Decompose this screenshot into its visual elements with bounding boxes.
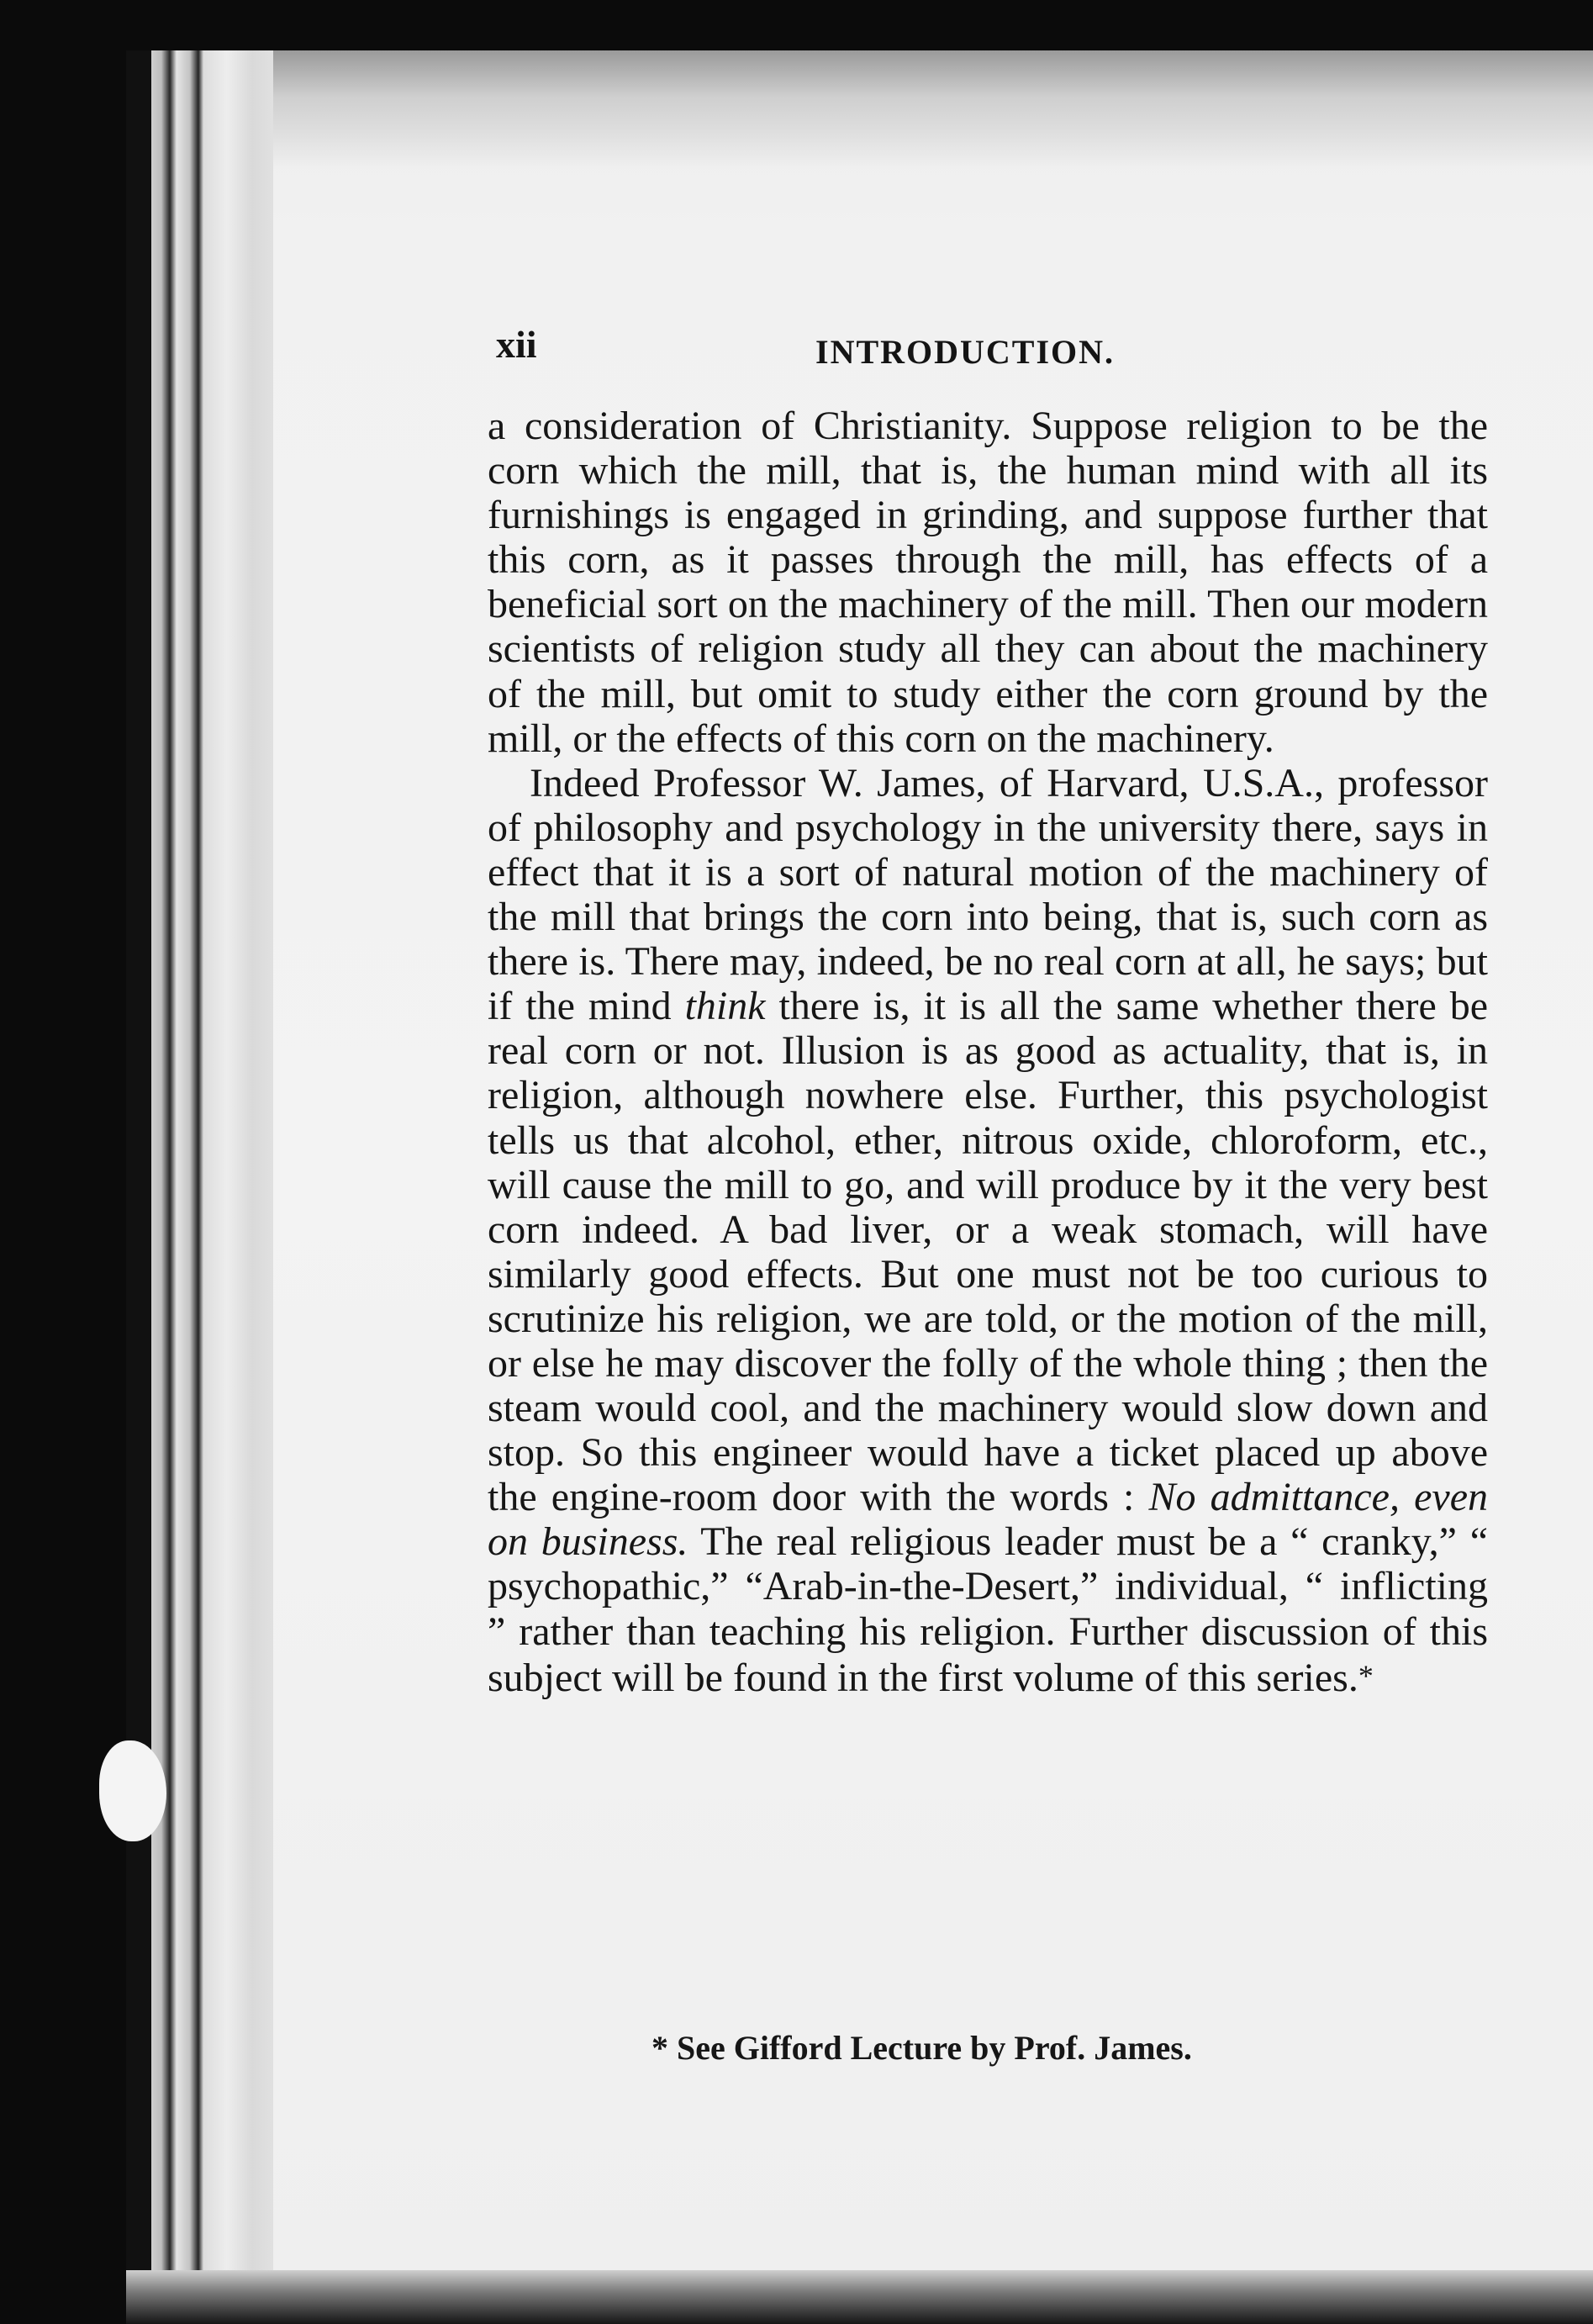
paper-blot — [99, 1740, 166, 1841]
footnote: * See Gifford Lecture by Prof. James. — [651, 2029, 1192, 2067]
page-edges — [126, 50, 294, 2287]
bottom-shadow — [126, 2270, 1593, 2324]
binding-shadow — [126, 50, 151, 2287]
page-header — [496, 322, 1488, 372]
emphasis-think: think — [684, 984, 766, 1029]
running-head: INTRODUCTION. — [815, 333, 1116, 371]
paragraph-2-text-3: The real religious leader must be a “ cranky,” “ psychopathic,” “Arab-in-the-Desert,” individual, “ inflicting ” rather than teaching his religion. Further discussion of this subject will be found in the first volume of this series. — [488, 1519, 1488, 1700]
emphasis-no-admittance: No admittance, even on business. — [488, 1475, 1488, 1565]
paragraph-2-text-1: Indeed Professor W. James, of Harvard, U.S.A., professor of philosophy and psychology in the university there, says in effect that it is a sort of natural motion of the machinery of the mill that brings the corn into being, that is, such corn as there is. There may, indeed, be no real corn at all, he says; but if the mind — [488, 760, 1488, 1029]
paragraph-1: a consideration of Christianity. Suppose religion to be the corn which the mill, that is, the human mind with all its furnishings is engaged in grinding, and suppose further that this corn, as it passes through the mill, has effects of a beneficial sort on the machinery of the mill. Then our modern scientists of religion study all they can about the machinery of the mill, but omit to study either the corn ground by the mill, or the effects of this corn on the machinery. — [488, 404, 1488, 761]
paragraph-2 — [488, 761, 1488, 1700]
footnote-marker: * — [1358, 1658, 1374, 1693]
body-text — [488, 404, 1488, 1700]
top-shadow — [273, 50, 1593, 168]
page-number: xii — [496, 323, 537, 366]
paragraph-2-text-2: there is, it is all the same whether there be real corn or not. Illusion is as good as actuality, that is, in religion, although nowhere else. Further, this psychologist tells us that alcohol, ether, nitrous oxide, chloroform, etc., will cause the mill to go, and will produce by it the very best corn indeed. A bad liver, or a weak stomach, will have similarly good effects. But one must not be too curious to scrutinize his religion, we are told, or the motion of the mill, or else he may discover the folly of the whole thing ; then the steam would cool, and the machinery would slow down and stop. So this engineer would have a ticket placed up above the engine-room door with the words : — [488, 984, 1489, 1520]
